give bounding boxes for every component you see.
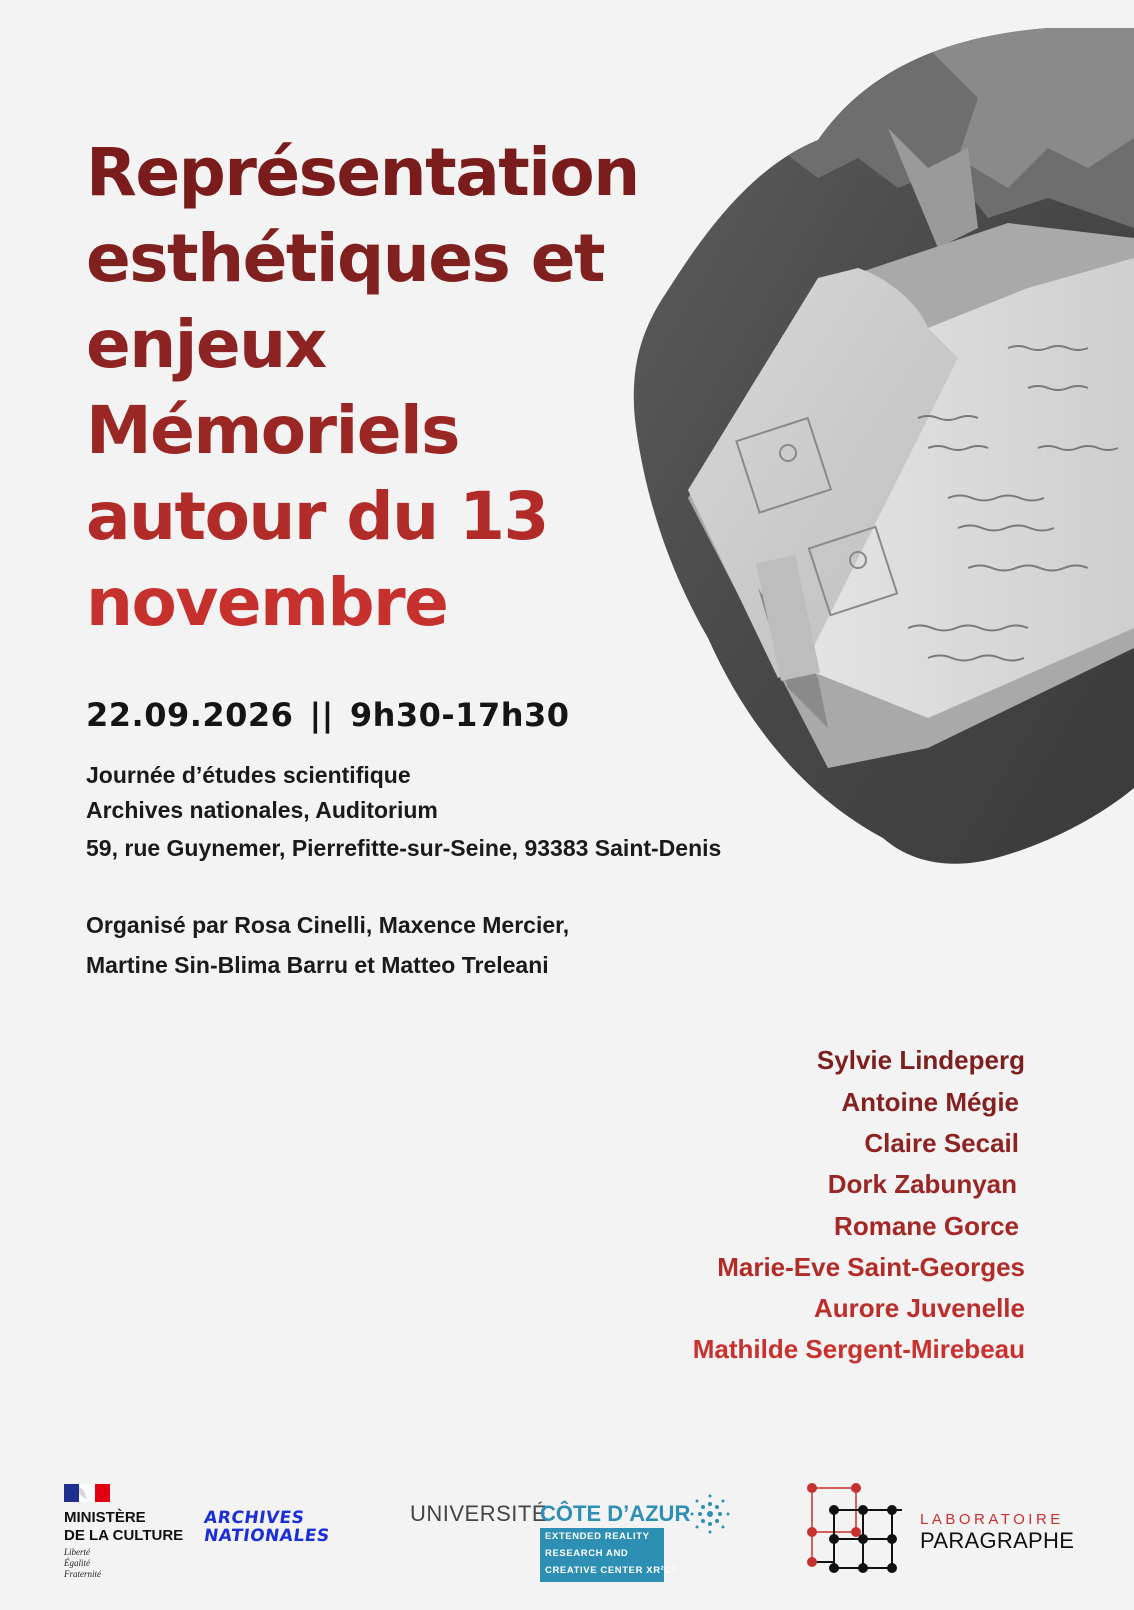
title-line-2: esthétiques et (86, 220, 605, 297)
event-venue: Archives nationales, Auditorium (86, 797, 438, 823)
french-flag-icon (64, 1484, 110, 1502)
event-address: 59, rue Guynemer, Pierrefitte-sur-Seine, 93383 Saint-Denis (86, 835, 722, 861)
event-datetime (86, 696, 570, 734)
organizers-line-2: Martine Sin-Blima Barru et Matteo Treleani (86, 952, 549, 978)
ministere-line1: MINISTÈRE (64, 1509, 146, 1526)
speaker-name: Claire Secail (864, 1128, 1019, 1158)
event-type: Journée d’études scientifique (86, 762, 411, 788)
datetime-separator: || (309, 696, 334, 734)
laboratoire-label: LABORATOIRE (920, 1511, 1064, 1528)
universite-name: CÔTE D’AZUR (540, 1501, 691, 1526)
xr-dots-icon (690, 1494, 730, 1534)
ministere-line2: DE LA CULTURE (64, 1527, 184, 1544)
title-line-5: autour du 13 (86, 478, 548, 555)
archives-line2: NATIONALES (202, 1526, 331, 1546)
motto-fraternite: Fraternité (64, 1569, 101, 1579)
xr-band-line3: CREATIVE CENTER XR²C² (545, 1565, 676, 1576)
notebook-photo (628, 28, 1134, 888)
title-line-3: enjeux (86, 306, 326, 383)
universite-prefix: UNIVERSITÉ (410, 1501, 548, 1526)
speaker-name: Marie-Eve Saint-Georges (717, 1252, 1025, 1282)
event-date: 22.09.2026 (86, 696, 294, 734)
xr-band-line1: EXTENDED REALITY (545, 1531, 650, 1542)
motto-egalite: Égalité (64, 1558, 90, 1568)
speaker-name: Mathilde Sergent-Mirebeau (692, 1334, 1025, 1364)
paragraphe-label: PARAGRAPHE (920, 1528, 1075, 1553)
archives-line1: ARCHIVES (202, 1508, 306, 1528)
paragraphe-grid-icon (806, 1482, 906, 1582)
title-line-6: novembre (86, 564, 448, 641)
motto-liberte: Liberté (64, 1547, 90, 1557)
title-line-4: Mémoriels (86, 392, 459, 469)
speaker-name: Dork Zabunyan (827, 1169, 1017, 1199)
speaker-name: Sylvie Lindeperg (816, 1045, 1025, 1075)
title-line-1: Représentation (86, 134, 639, 211)
event-time: 9h30-17h30 (349, 696, 570, 734)
speaker-name: Romane Gorce (834, 1211, 1019, 1241)
organizers-line-1: Organisé par Rosa Cinelli, Maxence Mercier, (86, 912, 570, 938)
speaker-name: Antoine Mégie (841, 1087, 1019, 1117)
xr-band-line2: RESEARCH AND (545, 1548, 629, 1559)
speaker-name: Aurore Juvenelle (814, 1293, 1025, 1323)
